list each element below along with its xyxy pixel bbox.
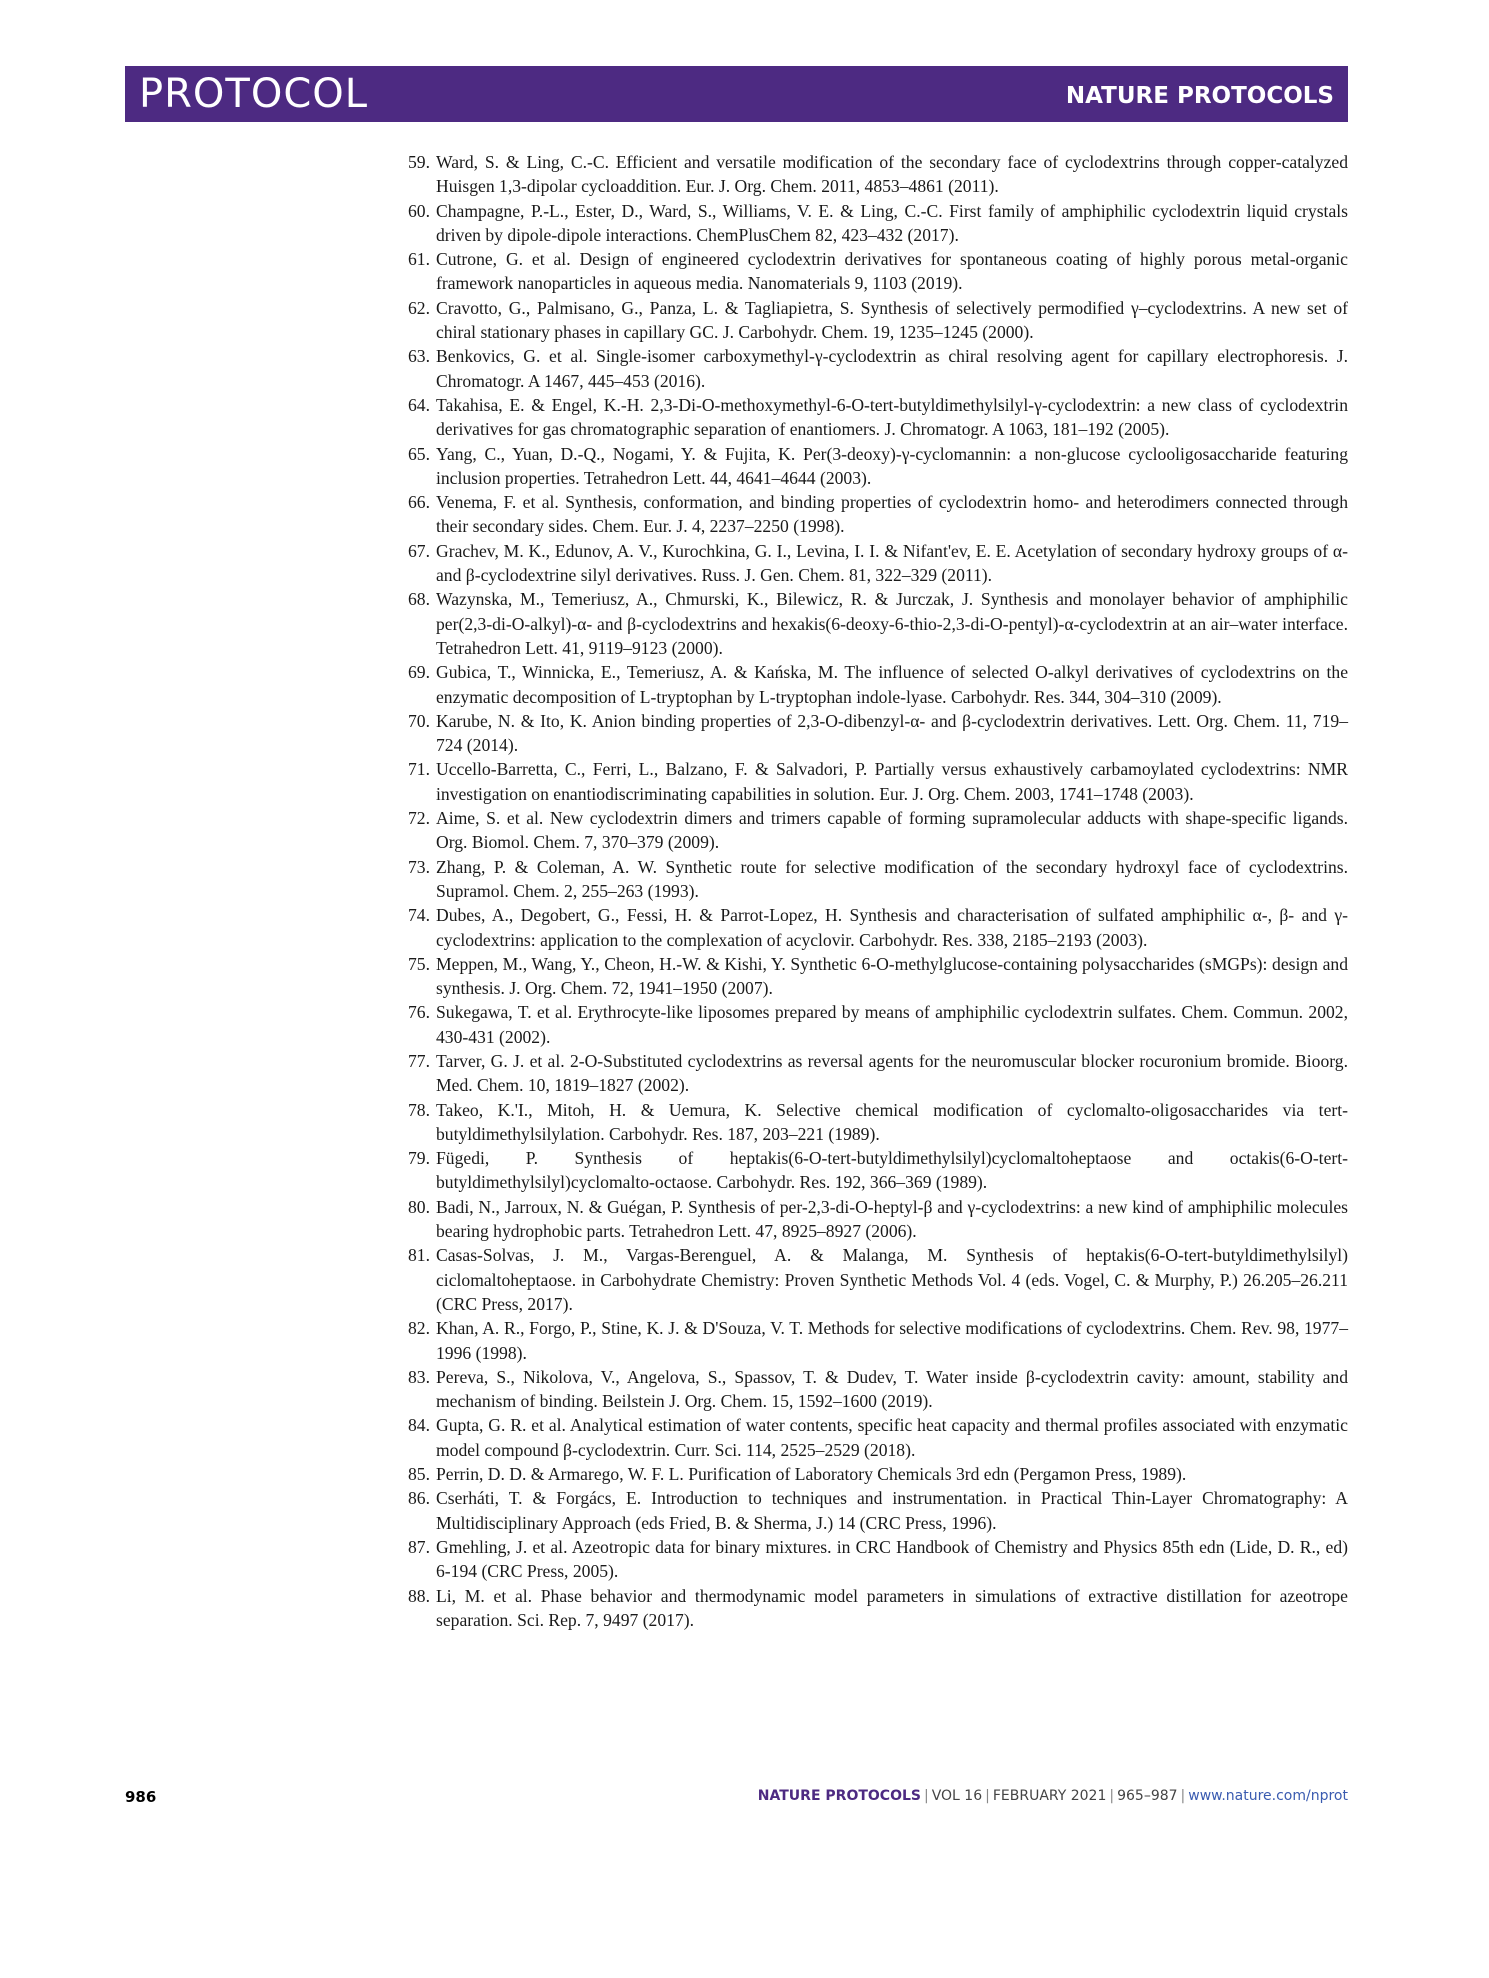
header-banner bbox=[125, 66, 1348, 122]
reference-text: Badi, N., Jarroux, N. & Guégan, P. Synthesis of per-2,3-di-O-heptyl-β and γ-cyclodextrins: a new kind of amphiphilic molecules bearing hydrophobic parts. Tetrahedron Lett. 47, 8925–8927 (2006). bbox=[436, 1196, 1348, 1242]
footer-separator: | bbox=[1109, 1788, 1115, 1804]
footer-journal: NATURE PROTOCOLS bbox=[757, 1788, 921, 1804]
reference-text: Zhang, P. & Coleman, A. W. Synthetic route for selective modification of the secondary hydroxyl face of cyclodextrins. Supramol. Chem. 2, 255–263 (1993). bbox=[436, 856, 1348, 901]
reference-number: 87. bbox=[408, 1536, 430, 1557]
reference-number: 75. bbox=[408, 953, 430, 974]
reference-text: Yang, C., Yuan, D.-Q., Nogami, Y. & Fujita, K. Per(3-deoxy)-γ-cyclomannin: a non-glucose cyclooligosaccharide featuring inclusion properties. Tetrahedron Lett. 44, 4641–4644 (2003). bbox=[436, 443, 1348, 488]
footer-citation bbox=[758, 1788, 1348, 1804]
footer-pages: 965–987 bbox=[1117, 1788, 1178, 1804]
reference-number: 88. bbox=[408, 1585, 430, 1606]
reference-number: 70. bbox=[408, 710, 430, 731]
reference-item bbox=[400, 709, 1348, 758]
reference-text: Karube, N. & Ito, K. Anion binding properties of 2,3-O-dibenzyl-α- and β-cyclodextrin derivatives. Lett. Org. Chem. 11, 719–724 (2014). bbox=[436, 710, 1348, 756]
reference-number: 86. bbox=[408, 1488, 430, 1509]
reference-item bbox=[400, 1462, 1348, 1486]
reference-text: Takeo, K.'I., Mitoh, H. & Uemura, K. Selective chemical modification of cyclomalto-oligosaccharides via tert-butyldimethylsilylation. Carbohydr. Res. 187, 203–221 (1989). bbox=[436, 1099, 1348, 1144]
reference-text: Grachev, M. K., Edunov, A. V., Kurochkina, G. I., Levina, I. I. & Nifant'ev, E. E. Acetylation of secondary hydroxy groups of α- and β-cyclodextrine silyl derivatives. Russ. J. Gen. Chem. 81, 322–329 (2011). bbox=[436, 540, 1348, 586]
reference-text: Li, M. et al. Phase behavior and thermodynamic model parameters in simulations of extractive distillation for azeotrope separation. Sci. Rep. 7, 9497 (2017). bbox=[436, 1585, 1348, 1630]
reference-item bbox=[400, 247, 1348, 296]
reference-number: 76. bbox=[408, 1002, 430, 1023]
footer-volume: VOL 16 bbox=[931, 1788, 983, 1804]
reference-item bbox=[400, 1000, 1348, 1049]
reference-number: 80. bbox=[408, 1196, 430, 1217]
reference-item bbox=[400, 1243, 1348, 1316]
reference-item bbox=[400, 199, 1348, 248]
reference-text: Perrin, D. D. & Armarego, W. F. L. Purification of Laboratory Chemicals 3rd edn (Pergamon Press, 1989). bbox=[436, 1464, 1187, 1485]
reference-text: Cserháti, T. & Forgács, E. Introduction to techniques and instrumentation. in Practical Thin-Layer Chromatography: A Multidisciplinary Approach (eds Fried, B. & Sherma, J.) 14 (CRC Press, 1996). bbox=[436, 1488, 1348, 1533]
reference-item bbox=[400, 150, 1348, 199]
reference-item bbox=[400, 757, 1348, 806]
reference-item bbox=[400, 296, 1348, 345]
reference-number: 67. bbox=[408, 540, 430, 561]
reference-number: 60. bbox=[408, 200, 430, 221]
reference-text: Gupta, G. R. et al. Analytical estimation of water contents, specific heat capacity and thermal profiles associated with enzymatic model compound β-cyclodextrin. Curr. Sci. 114, 2525–2529 (2018). bbox=[436, 1415, 1348, 1460]
page-number: 986 bbox=[125, 1788, 157, 1806]
footer-url[interactable]: www.nature.com/nprot bbox=[1188, 1788, 1348, 1804]
reference-text: Dubes, A., Degobert, G., Fessi, H. & Parrot-Lopez, H. Synthesis and characterisation of sulfated amphiphilic α-, β- and γ-cyclodextrins: application to the complexation of acyclovir. Carbohydr. Res. 338, 2185–2193 (2003). bbox=[436, 905, 1348, 950]
footer-separator: | bbox=[1180, 1788, 1186, 1804]
reference-item bbox=[400, 1195, 1348, 1244]
reference-item bbox=[400, 587, 1348, 660]
reference-text: Benkovics, G. et al. Single-isomer carboxymethyl-γ-cyclodextrin as chiral resolving agent for capillary electrophoresis. J. Chromatogr. A 1467, 445–453 (2016). bbox=[436, 346, 1348, 391]
reference-text: Casas-Solvas, J. M., Vargas-Berenguel, A. & Malanga, M. Synthesis of heptakis(6-O-tert-butyldimethylsilyl) ciclomaltoheptaose. in Carbohydrate Chemistry: Proven Synthetic Methods Vol. 4 (eds. Vogel, C. & Murphy, P.) 26.205–26.211 (CRC Press, 2017). bbox=[436, 1245, 1348, 1314]
reference-text: Aime, S. et al. New cyclodextrin dimers and trimers capable of forming supramolecular adducts with shape-specific ligands. Org. Biomol. Chem. 7, 370–379 (2009). bbox=[436, 808, 1348, 853]
reference-number: 84. bbox=[408, 1415, 430, 1436]
reference-item bbox=[400, 1098, 1348, 1147]
section-label: PROTOCOL bbox=[139, 71, 369, 117]
reference-text: Wazynska, M., Temeriusz, A., Chmurski, K., Bilewicz, R. & Jurczak, J. Synthesis and monolayer behavior of amphiphilic per(2,3-di-O-alkyl)-α- and β-cyclodextrins and hexakis(6-deoxy-6-thio-2,3-di-O-pentyl)-α-cyclodextrin at an air–water interface. Tetrahedron Lett. 41, 9119–9123 (2000). bbox=[436, 589, 1348, 658]
reference-text: Khan, A. R., Forgo, P., Stine, K. J. & D'Souza, V. T. Methods for selective modifications of cyclodextrins. Chem. Rev. 98, 1977–1996 (1998). bbox=[436, 1318, 1348, 1363]
reference-list bbox=[400, 150, 1348, 1632]
reference-item bbox=[400, 855, 1348, 904]
reference-text: Gmehling, J. et al. Azeotropic data for binary mixtures. in CRC Handbook of Chemistry and Physics 85th edn (Lide, D. R., ed) 6-194 (CRC Press, 2005). bbox=[436, 1536, 1348, 1582]
reference-item bbox=[400, 1316, 1348, 1365]
reference-text: Takahisa, E. & Engel, K.-H. 2,3-Di-O-methoxymethyl-6-O-tert-butyldimethylsilyl-γ-cyclodextrin: a new class of cyclodextrin derivatives for gas chromatographic separation of enantiomers. J. Chromatogr. A 1063, 181–192 (2005). bbox=[436, 394, 1348, 440]
reference-number: 83. bbox=[408, 1366, 430, 1387]
reference-item bbox=[400, 490, 1348, 539]
reference-text: Champagne, P.-L., Ester, D., Ward, S., Williams, V. E. & Ling, C.-C. First family of amphiphilic cyclodextrin liquid crystals driven by dipole-dipole interactions. ChemPlusChem 82, 423–432 (2017). bbox=[436, 200, 1348, 245]
reference-number: 82. bbox=[408, 1318, 430, 1339]
reference-number: 68. bbox=[408, 589, 430, 610]
reference-number: 78. bbox=[408, 1099, 430, 1120]
reference-number: 61. bbox=[408, 249, 430, 270]
reference-text: Venema, F. et al. Synthesis, conformation, and binding properties of cyclodextrin homo- and heterodimers connected through their secondary sides. Chem. Eur. J. 4, 2237–2250 (1998). bbox=[436, 492, 1348, 537]
reference-text: Cutrone, G. et al. Design of engineered cyclodextrin derivatives for spontaneous coating of highly porous metal-organic framework nanoparticles in aqueous media. Nanomaterials 9, 1103 (2019). bbox=[436, 249, 1348, 294]
reference-item bbox=[400, 1535, 1348, 1584]
reference-number: 69. bbox=[408, 662, 430, 683]
reference-item bbox=[400, 1049, 1348, 1098]
reference-item bbox=[400, 806, 1348, 855]
reference-item bbox=[400, 1365, 1348, 1414]
reference-item bbox=[400, 442, 1348, 491]
reference-text: Fügedi, P. Synthesis of heptakis(6-O-tert-butyldimethylsilyl)cyclomaltoheptaose and octakis(6-O-tert-butyldimethylsilyl)cyclomalto-octaose. Carbohydr. Res. 192, 366–369 (1989). bbox=[436, 1148, 1348, 1193]
footer-separator: | bbox=[985, 1788, 990, 1804]
reference-item bbox=[400, 1584, 1348, 1633]
reference-number: 77. bbox=[408, 1050, 430, 1071]
reference-number: 63. bbox=[408, 346, 430, 367]
reference-text: Tarver, G. J. et al. 2-O-Substituted cyclodextrins as reversal agents for the neuromuscular blocker rocuronium bromide. Bioorg. Med. Chem. 10, 1819–1827 (2002). bbox=[436, 1050, 1348, 1096]
reference-number: 71. bbox=[408, 759, 430, 780]
reference-number: 65. bbox=[408, 443, 430, 464]
reference-item bbox=[400, 344, 1348, 393]
reference-text: Uccello-Barretta, C., Ferri, L., Balzano, F. & Salvadori, P. Partially versus exhaustively carbamoylated cyclodextrins: NMR investigation on enantiodiscriminating capabilities in solution. Eur. J. Org. Chem. 2003, 1741–1748 (2003). bbox=[436, 759, 1348, 804]
reference-item bbox=[400, 1146, 1348, 1195]
reference-number: 79. bbox=[408, 1148, 430, 1169]
reference-item bbox=[400, 393, 1348, 442]
reference-item bbox=[400, 1486, 1348, 1535]
reference-number: 62. bbox=[408, 297, 430, 318]
reference-item bbox=[400, 660, 1348, 709]
reference-item bbox=[400, 539, 1348, 588]
reference-text: Meppen, M., Wang, Y., Cheon, H.-W. & Kishi, Y. Synthetic 6-O-methylglucose-containing polysaccharides (sMGPs): design and synthesis. J. Org. Chem. 72, 1941–1950 (2007). bbox=[436, 953, 1348, 999]
journal-name: NATURE PROTOCOLS bbox=[1065, 83, 1334, 109]
reference-number: 73. bbox=[408, 856, 430, 877]
reference-item bbox=[400, 1413, 1348, 1462]
reference-text: Ward, S. & Ling, C.-C. Efficient and versatile modification of the secondary face of cyclodextrins through copper-catalyzed Huisgen 1,3-dipolar cycloaddition. Eur. J. Org. Chem. 2011, 4853–4861 (2011). bbox=[436, 152, 1348, 197]
reference-text: Gubica, T., Winnicka, E., Temeriusz, A. & Kańska, M. The influence of selected O-alkyl derivatives of cyclodextrins on the enzymatic decomposition of L-tryptophan by L-tryptophan indole-lyase. Carbohydr. Res. 344, 304–310 (2009). bbox=[436, 662, 1348, 707]
reference-item bbox=[400, 903, 1348, 952]
reference-text: Sukegawa, T. et al. Erythrocyte-like liposomes prepared by means of amphiphilic cyclodextrin sulfates. Chem. Commun. 2002, 430-431 (2002). bbox=[436, 1002, 1348, 1047]
footer-date: FEBRUARY 2021 bbox=[992, 1788, 1107, 1804]
reference-number: 81. bbox=[408, 1245, 430, 1266]
reference-item bbox=[400, 952, 1348, 1001]
footer-separator: | bbox=[923, 1788, 929, 1804]
reference-number: 64. bbox=[408, 394, 430, 415]
reference-number: 66. bbox=[408, 492, 430, 513]
reference-text: Pereva, S., Nikolova, V., Angelova, S., Spassov, T. & Dudev, T. Water inside β-cyclodextrin cavity: amount, stability and mechanism of binding. Beilstein J. Org. Chem. 15, 1592–1600 (2019). bbox=[436, 1366, 1348, 1412]
reference-number: 85. bbox=[408, 1464, 430, 1485]
reference-number: 74. bbox=[408, 905, 430, 926]
reference-text: Cravotto, G., Palmisano, G., Panza, L. & Tagliapietra, S. Synthesis of selectively permodified γ–cyclodextrins. A new set of chiral stationary phases in capillary GC. J. Carbohydr. Chem. 19, 1235–1245 (2000). bbox=[436, 297, 1348, 343]
reference-number: 72. bbox=[408, 808, 430, 829]
reference-number: 59. bbox=[408, 152, 430, 172]
